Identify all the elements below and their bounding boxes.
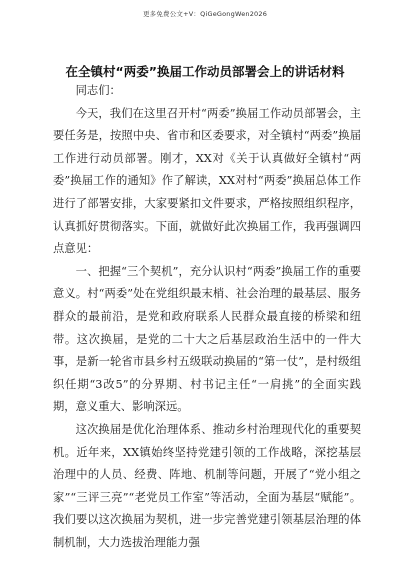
paragraph-intro: 今天，我们在这里召开村“两委”换届工作动员部署会，主要任务是，按照中央、省市和区委要求，对全镇村“两委”换届工作进行动员部署。刚才，XX对《关于认真做好全镇村“两委”换届工作的通知》作了解读，XX对村“两委”换届总体工作进行了部署安排，大家要紧扣文件要求，严格按照组织程序，认真抓好贯彻落实。下面，就做好此次换届工作，我再强调四点意见： bbox=[53, 106, 361, 256]
header-note: 更多免费公文+V：QiGeGongWen2026 bbox=[142, 10, 268, 18]
paragraph-point-one: 一、把握“三个契机”，充分认识村“两委”换届工作的重要意义。村“两委”处在党组织最末梢、社会治理的最基层、服务群众的最前沿，是党和政府联系人民群众最直接的桥梁和纽带。这次换届，是党的二十大之后基层政治生活中的一件大事，是新一轮省市县乡村五级联动换届的“第一仗”，是村级组织任期“3改5”的分界期、村书记主任“一肩挑”的全面实践期，意义重大、影响深远。 bbox=[53, 264, 361, 414]
salutation: 同志们： bbox=[75, 84, 121, 97]
document-title: 在全镇村“两委”换届工作动员部署会上的讲话材料 bbox=[65, 64, 345, 79]
document-body bbox=[53, 80, 361, 554]
paragraph-governance: 这次换届是优化治理体系、推动乡村治理现代化的重要契机。近年来，XX镇始终坚持党建引领的工作战略，深挖基层治理中的人员、经费、阵地、机制等问题，开展了“党小组之家”“三评三亮”“老党员工作室”等活动，全面为基层“赋能”。我们要以这次换届为契机，进一步完善党建引领基层治理的体制机制，大力选拔治理能力强 bbox=[53, 422, 361, 549]
